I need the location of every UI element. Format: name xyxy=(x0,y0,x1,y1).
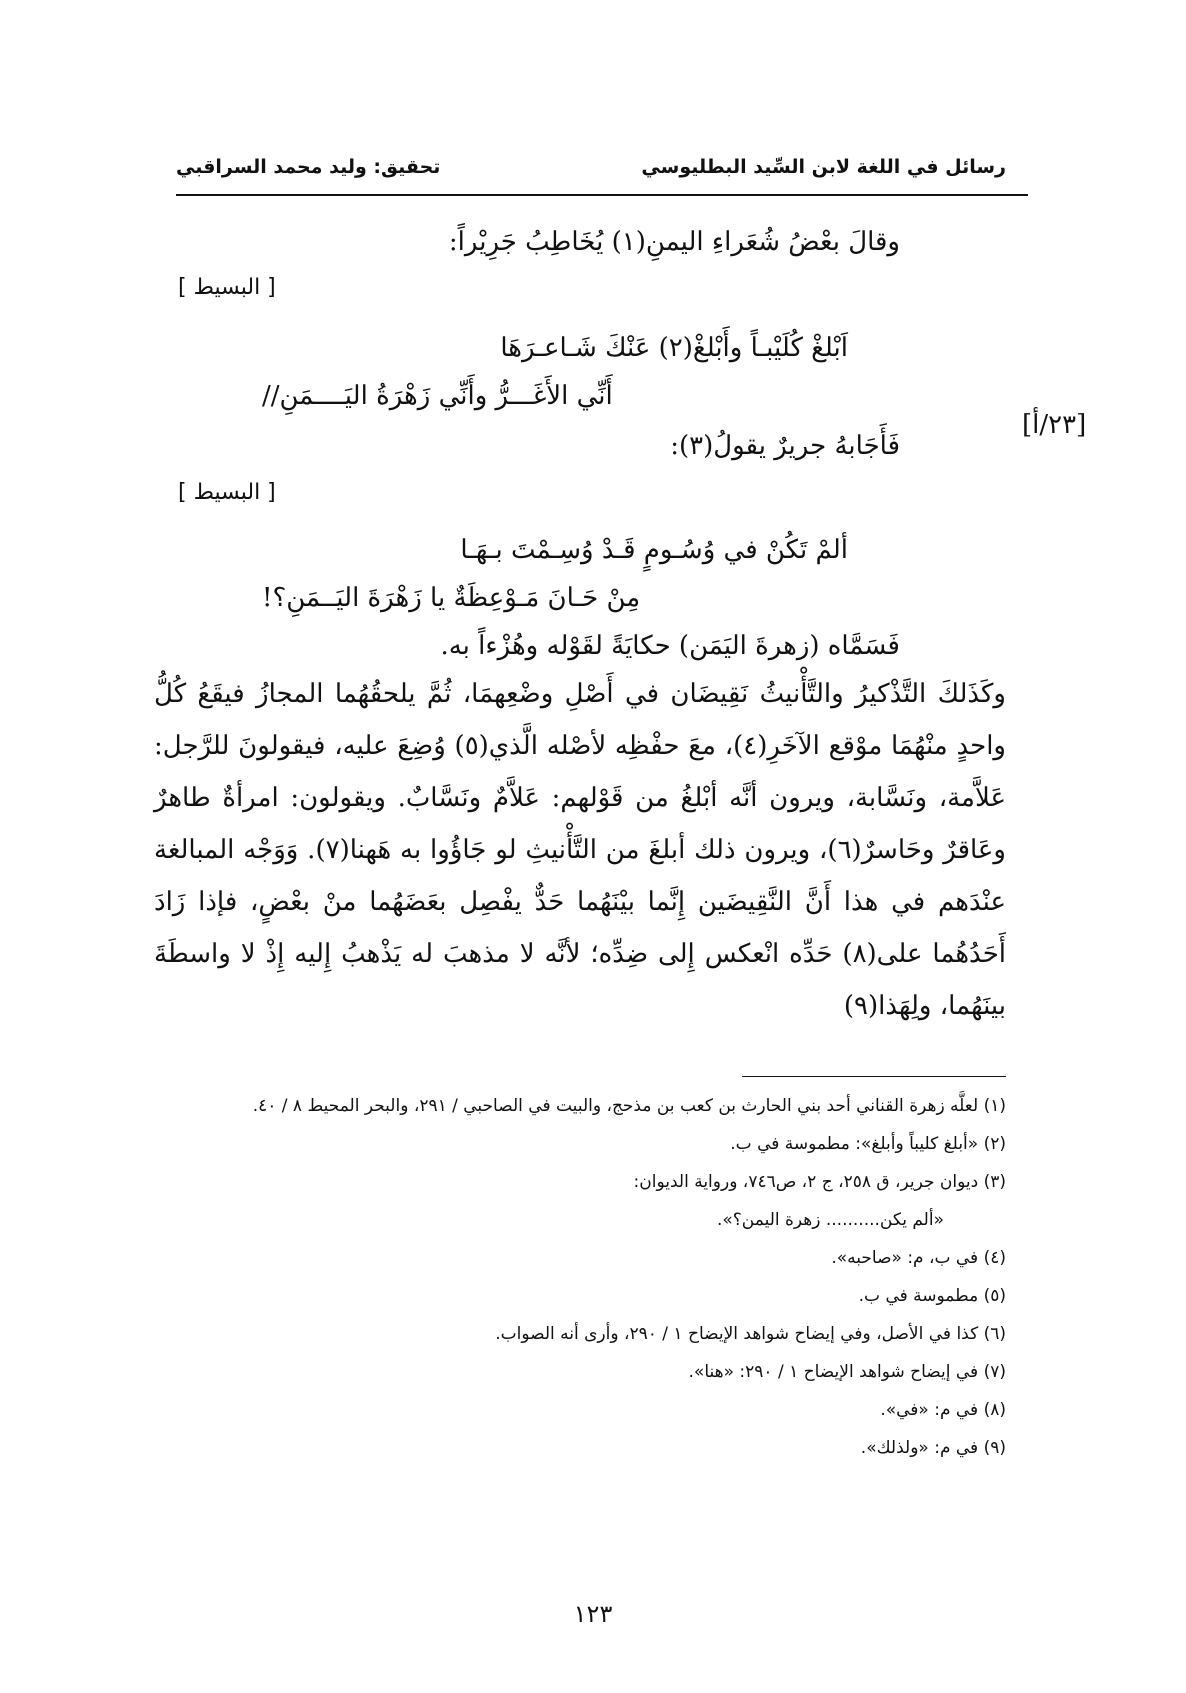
header-rule xyxy=(176,194,1028,196)
footnote-8: (٨) في م: «في». xyxy=(880,1400,1006,1420)
running-header-title: رسائل في اللغة لابن السِّيد البطليوسي xyxy=(641,156,1006,178)
footnote-1: (١) لعلَّه زهرة القناني أحد بني الحارث بن كعب بن مذحج، والبيت في الصاحبي / ٢٩١، والبحر المحيط ٨ / ٤٠. xyxy=(252,1096,1006,1116)
folio-marker: [٢٣/أ] xyxy=(1022,410,1087,440)
meter-label-2: [ البسيط ] xyxy=(178,480,276,505)
footnote-6: (٦) كذا في الأصل، وفي إيضاح شواهد الإيضاح ١ / ٢٩٠، وأرى أنه الصواب. xyxy=(495,1324,1006,1344)
footnote-7: (٧) في إيضاح شواهد الإيضاح ١ / ٢٩٠: «هنا». xyxy=(688,1362,1006,1382)
naming-line: فَسَمَّاه (زهرةَ اليَمَن) حكايَةً لقَوْله وهُزْءاً به. xyxy=(440,631,900,661)
verse-2-second-hemistich: مِنْ حَـانَ مَـوْعِظَةٌ يا زَهْرَةَ اليَــمَنِ؟! xyxy=(262,583,641,613)
footnote-2: (٢) «أبلغ كليباً وأبلغ»: مطموسة في ب. xyxy=(730,1134,1006,1154)
page-number: ١٢٣ xyxy=(573,1600,613,1628)
footnote-3: (٣) ديوان جرير، ق ٢٥٨، ج ٢، ص٧٤٦، ورواية الديوان: xyxy=(633,1172,1006,1192)
verse-2-first-hemistich: ألمْ تَكُنْ في وُسُـومٍ قَـدْ وُسِـمْتَ بـهَـا xyxy=(460,535,848,565)
footnote-9: (٩) في م: «ولذلك». xyxy=(860,1438,1006,1458)
footnotes xyxy=(154,1087,1006,1467)
running-header-editor: تحقيق: وليد محمد السراقبي xyxy=(176,156,441,178)
footnote-5: (٥) مطموسة في ب. xyxy=(858,1286,1006,1306)
reply-line: فَأَجَابهُ جريرٌ يقولُ(٣): xyxy=(670,431,900,461)
main-paragraph: وكَذَلكَ التَّذْكيرُ والتَّأْنيثُ نَقِيضَان في أَصْلِ وضْعِهمَا، ثُمَّ يلحقُهُما المجازُ فيقَعُ كُلُّ واحدٍ منْهُمَا موْقع الآخَرِ(٤)، معَ حفْظِه لأصْله الَّذي(٥) وُضِعَ عليه، فيقولونَ للرَّجل: عَلاَّمة، ونَسَّابة، ويرون أنَّه أبْلغُ من قَوْلهم: عَلاَّمٌ ونَسَّابٌ. ويقولون: امرأةٌ طاهرٌ وعَاقرٌ وحَاسرٌ(٦)، ويرون ذلك أبلغَ من التَّأْنيثِ لو جَاؤُوا به هَهنا(٧). وَوَجْه المبالغة عنْدَهم في هذا أَنَّ النَّقِيضَين إِنَّما بيْنَهُما حَدٌّ يفْصِل بعَضَهُما منْ بعْضٍ، فإذا زَادَ أَحَدُهُما على(٨) حَدِّه انْعكس إِلى ضِدِّه؛ لأنَّه لا مذهبَ له يَذْهبُ إِليه إِذْ لا واسطَةَ بينَهُما، ولِهَذا(٩) xyxy=(154,679,1007,1021)
footnote-rule xyxy=(742,1076,1006,1077)
footnote-3-quote: «ألم يكن.......... زهرة اليمن؟». xyxy=(716,1210,944,1230)
meter-label-1: [ البسيط ] xyxy=(178,275,276,300)
footnote-4: (٤) في ب، م: «صاحبه». xyxy=(831,1248,1006,1268)
intro-line: وقالَ بعْضُ شُعَراءِ اليمنِ(١) يُخَاطِبُ جَرِيْراً: xyxy=(448,227,900,257)
verse-1-second-hemistich: أَنِّي الأَغَـــرُّ وأَنِّي زَهْرَةُ اليَــــمَنِ// xyxy=(262,381,613,411)
verse-1-first-hemistich: اَبْلغْ كُلَيْبـاً وأَبْلغْ(٢) عَنْكَ شَـاعـرَهَا xyxy=(500,333,848,363)
